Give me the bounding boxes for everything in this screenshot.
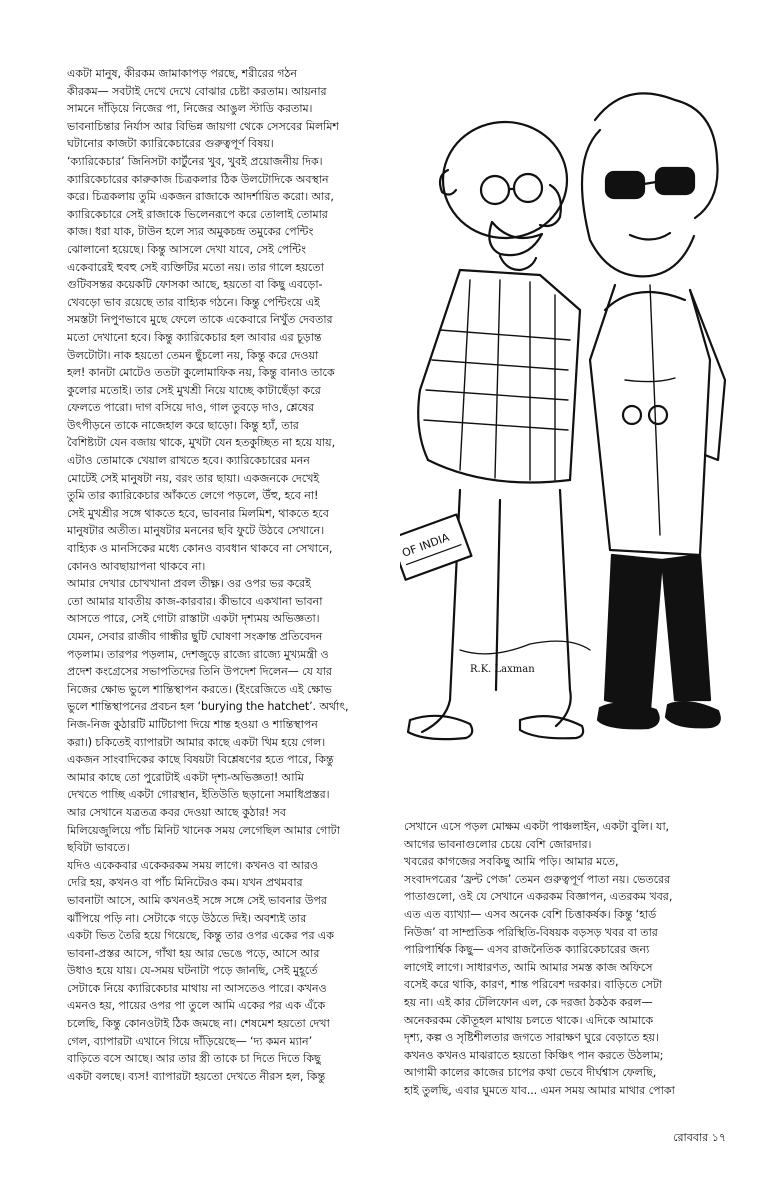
text-line: যদিও একেকবার একেকরকম সময় লাগে। কখনও বা আরও — [67, 858, 319, 872]
text-line: লাগেই লাগে। সাধারণত, আমি আমার সমস্ত কাজ অফিসে — [404, 960, 653, 974]
text-line: পাতাগুলো, ওই যে সেখানে একরকম বিজ্ঞাপন, এতরকম খবর, — [404, 890, 673, 904]
text-line: করে। চিত্রকলায় তুমি একজন রাজাকে আদর্শায়িত করো। আর, — [67, 190, 334, 204]
text-line: যেমন, সেবার রাজীব গান্ধীর ছুটি ঘোষণা সংক্রান্ত প্রতিবেদন — [67, 630, 323, 643]
text-line: সেই মুখশ্রীর সঙ্গে থাকতে হবে, ভাবনার মিলমিশ, থাকতে হবে — [67, 506, 329, 520]
dhoti-right — [556, 490, 571, 726]
text-line: করা।) চকিতেই ব্যাপারটা আমার কাছে একটা থিম হয়ে গেল। — [67, 735, 326, 749]
shirt-pocket — [625, 378, 675, 382]
text-line: ছবিটা ভাবতে। — [67, 841, 130, 855]
text-line: এত এত ব্যাখ্যা— এসব অনেক বেশি চিত্তাকর্ষক। কিন্তু ‘হার্ড — [404, 907, 657, 921]
right-sandal — [520, 716, 583, 738]
text-line: এমনও হয়, পায়ের ওপর পা তুলে আমি একের পর এক এঁকে — [67, 999, 326, 1013]
text-line: কোনও আবছায়াপনা থাকবে না। — [67, 559, 206, 573]
text-line: ক্যারিকেচারের কারুকাজ চিত্রকলার ঠিক উলটোদিকে অবস্থান — [67, 172, 329, 186]
text-line: সমস্তটা নিপুণভাবে মুছে ফেলে তাকে একেবারে নিখুঁত দেবতার — [67, 313, 333, 327]
mouth — [630, 233, 670, 240]
spectacles-right — [649, 406, 667, 424]
text-line: দৃশ্য, কল্প ও সৃষ্টিশীলতার জগতে সারাক্ষণ ঘুরে বেড়াতে হয়। — [404, 1031, 659, 1045]
left-shoe — [598, 703, 659, 728]
text-line: সেটাকে নিয়ে ক্যারিকেচার মাথায় না আসতেও পারে। কখনও — [67, 981, 327, 995]
text-line: ভাবনাচিন্তার নির্যাস আর বিভিন্ন জায়গা থেকে সেসবের মিলমিশ — [67, 119, 339, 133]
text-line: বসেই করে থাকি, কারণ, শান্ত পরিবেশ দরকার। বাড়িতে সেটা — [404, 978, 663, 992]
text-line: বাড়িতে বসে আছে। আর তার স্ত্রী তাকে চা দিতে দিতে কিছু — [67, 1052, 321, 1066]
text-line: পড়লাম। তারপর পড়লাম, দেশজুড়ে রাজ্যে রাজ্যে মুখ্যমন্ত্রী ও — [67, 647, 329, 661]
glasses-left-lens — [481, 176, 509, 204]
shawl-right-edge — [460, 270, 580, 480]
text-line: মানুষটার অতীত। মানুষটার মননের ছবি ফুটে উঠবে সেখানে। — [67, 524, 325, 538]
text-line: ঝোলানো হয়েছে। কিন্তু আসলে দেখা যাবে, সেই পেন্টিং — [67, 242, 306, 256]
text-line: কীরকম— সবটাই দেখে দেখে বোঝার চেষ্টা করতাম। আয়নার — [67, 84, 327, 98]
text-line: ঝাঁপিয়ে পড়ি না। সেটাকে গড়ে উঠতে দিই। অবশ্যই তার — [67, 911, 307, 925]
text-line: উধাও হয়ে যায়। যে-সময় ঘটনাটা পড়ে জানছি, সেই মুহূর্তে — [67, 964, 318, 978]
text-line: নিজ-নিজ কুঠারটি মাটিচাপা দিয়ে শান্ত হওয়া ও শান্তিস্থাপন — [67, 717, 318, 731]
trousers-left — [605, 555, 662, 710]
text-line: আগের ভাবনাগুলোর চেয়ে বেশি জোরদার। — [404, 837, 592, 851]
dark-glasses-right — [656, 168, 694, 194]
text-line: ‘ক্যারিকেচার’ জিনিসটা কার্টুনের খুব, খুবই প্রয়োজনীয় দিক। — [67, 154, 323, 168]
text-line: দেখতে পাচ্ছি একটা গোরস্থান, ইতিউতি ছড়ানো সমাধিপ্রস্তর। — [67, 788, 330, 802]
text-line: তো আমার যাবতীয় কাজ-কারবার। কীভাবে একখানা ভাবনা — [67, 594, 323, 608]
text-line: প্রদেশ কংগ্রেসের সভাপতিদের তিনি উপদেশ দিলেন— যে যার — [67, 665, 332, 679]
caricature-illustration — [400, 60, 730, 800]
text-line: এটাও তোমাকে খেয়াল রাখতে হবে। ক্যারিকেচারের মনন — [67, 454, 310, 468]
right-shoe — [666, 702, 720, 727]
text-line: উৎপীড়নে তাকে নাজেহাল করে ছাড়ো। কিন্তু হ্যাঁ, তার — [67, 418, 299, 432]
text-line: চলেছি, কিন্তু কোনওটাই ঠিক জমছে না। শেষমেশ হয়তো দেখা — [67, 1017, 330, 1031]
shawl-hem — [428, 460, 570, 483]
text-line: বৈশিষ্ট্যটা যেন বজায় থাকে, মুখটা যেন হতকুচ্ছিত না হয়ে যায়, — [67, 436, 335, 450]
text-line: একটা ভিত তৈরি হয়ে গিয়েছে, কিন্তু তার ওপর একের পর এক — [67, 929, 334, 943]
bushy-hair — [595, 93, 718, 218]
text-line: ক্যারিকেচারে সেই রাজাকে ভিলেনরূপে করে তোলাই তোমার — [67, 207, 328, 221]
arm-around-shoulder — [605, 292, 685, 310]
text-line: মতো দেখানো হবে। কিন্তু ক্যারিকেচার হল আবার এর চূড়ান্ত — [67, 330, 322, 344]
text-line: নিউজ’ বা সাম্প্রতিক পরিস্থিতি-বিষয়ক বড়সড় খবর বা তার — [404, 925, 658, 939]
text-line: কখনও কখনও মাঝরাতে হয়তো কিঞ্চিৎ পান করতে উঠলাম; — [404, 1048, 664, 1062]
text-line: খবরের কাগজের সবকিছু আমি পড়ি। আমার মতে, — [404, 855, 619, 869]
glasses-right-lens — [514, 174, 542, 202]
text-line: সংবাদপত্রের ‘ফ্রন্ট পেজ’ তেমন গুরুত্বপূর্ণ পাতা নয়। ভেতরের — [404, 872, 671, 886]
text-line: একটা মানুষ, কীরকম জামাকাপড় পরছে, শরীরের গঠন — [67, 67, 297, 80]
newspaper — [400, 514, 471, 579]
newspaper-masthead: OF INDIA — [400, 530, 452, 560]
text-line: খেবড়ো ভাব রয়েছে তার বাহ্যিক গঠনে। কিন্তু পেন্টিংয়ে এই — [67, 295, 320, 309]
text-line: ভাবনা-প্রস্তর আসে, গাঁথা হয় আর ভেঙে পড়ে, আসে আর — [67, 946, 320, 960]
text-line: নিজের ক্ষোভ ভুলে শান্তিস্থাপন করতে। (ইংরেজিতে এই ক্ষোভ — [67, 682, 332, 696]
text-line: একজন সাংবাদিকের কাছে বিষয়টা বিশ্লেষণের হতে পারে, কিন্তু — [67, 753, 334, 767]
signature-scribble — [460, 641, 590, 654]
text-line: আমার কাছে তো পুরোটাই একটা দৃশ্য-অভিজ্ঞতা! আমি — [67, 770, 304, 784]
text-line: গেল, ব্যাপারটা এখানে গিয়ে দাঁড়িয়েছে— ‘দ্য কমন ম্যান’ — [67, 1034, 312, 1048]
spectacles-left — [623, 406, 641, 424]
text-line: মোটেই সেই মানুষটা নয়, বরং তার ছায়া। একজনকে দেখেই — [67, 471, 320, 485]
text-line: ভাবনাটা আসে, আমি কখনওই সঙ্গে সঙ্গে সেই ভাবনার উপর — [67, 893, 327, 907]
article-right-column — [404, 818, 726, 1100]
text-line: সেখানে এসে পড়ল মোক্ষম একটা পাঞ্চলাইন, একটা বুলি। যা, — [404, 820, 669, 833]
text-line: বাহ্যিক ও মানসিকের মধ্যে কোনও ব্যবধান থাকবে না সেখানে, — [67, 542, 333, 556]
text-line: একেবারেই হুবহু সেই ব্যক্তিটির মতো নয়। তার গালে হয়তো — [67, 260, 324, 274]
text-line: অনেকরকম কৌতূহল মাথায় চলতে থাকে। এদিকে আমাকে — [404, 1013, 654, 1027]
face-outline — [582, 130, 694, 276]
text-line: ঘটানোর কাজটা ক্যারিকেচারের গুরুত্বপূর্ণ বিষয়। — [67, 137, 274, 151]
text-line: একটা বলছে। ব্যস! ব্যাপারটা হয়তো দেখতে নীরস হল, কিন্তু — [67, 1069, 326, 1083]
text-line: হল! কানটা মোটেও ততটা কুলোমাফিক নয়, কিন্তু বানাও তাকে — [67, 366, 335, 380]
text-line: দেরি হয়, কখনও বা পাঁচ মিনিটেরও কম। যখন প্রথমবার — [67, 876, 303, 890]
article-left-column — [67, 65, 402, 1085]
dark-glasses-left — [606, 172, 644, 198]
text-line: সামনে দাঁড়িয়ে নিজের পা, নিজের আঙুল স্টাডি করতাম। — [67, 102, 313, 116]
shawl-left-edge — [418, 270, 460, 460]
text-line: আর সেখানে যত্রতত্র কবর দেওয়া আছে কুঠার! সব — [67, 805, 286, 819]
text-line: হয় না। এই কার টেলিফোন এল, কে দরজা ঠকঠক করল— — [404, 995, 653, 1009]
text-line: গুটিবসন্তর কয়েকটি ফোসকা আছে, হয়তো বা কিছু এবড়ো- — [67, 278, 323, 292]
artist-signature: R.K. Laxman — [470, 664, 535, 675]
common-man-figure — [400, 122, 583, 739]
text-line: ফেলতে পারো। দাগ বসিয়ে দাও, গাল তুবড়ে দাও, শ্লেষের — [67, 401, 315, 415]
text-line: ভুলে শান্তিস্থাপনের প্রবচন হল ‘burying the hatchet’. অর্থাৎ, — [67, 700, 349, 714]
text-line: কুলোর মতোই। তার সেই মুখশ্রী নিয়ে যাচ্ছে কাটাছেঁড়া করে — [67, 383, 321, 397]
text-line: আসতে পারে, সেই গোটা রাস্তাটা একটা দৃশ্যময় অভিজ্ঞতা। — [67, 612, 320, 626]
page-folio: রোববার ১৭ — [673, 1131, 726, 1144]
text-line: তুমি তার ক্যারিকেচার আঁকতে লেগে পড়লে, উঁহু, হবে না! — [67, 489, 319, 503]
trousers-right — [662, 555, 710, 700]
text-line: পারিপার্শ্বিক কিছু— এসব রাজনৈতিক ক্যারিকেচারের জন্য — [404, 943, 650, 957]
self-portrait-figure — [582, 93, 725, 728]
text-line: উলটোটা। নাক হয়তো তেমন ছুঁচলো নয়, কিন্তু করে দেওয়া — [67, 348, 319, 362]
text-line: কাজ। ধরা যাক, টাউন হলে স্যর অমুকচন্দ্র তমুকের পেন্টিং — [67, 225, 314, 239]
text-line: মিলিয়েজুলিয়ে পাঁচ মিনিট খানেক সময় লেগেছিল আমার গোটা — [67, 823, 340, 837]
text-line: আমার দেখার চোখখানা প্রবল তীক্ষ্ণ। ওর ওপর ভর করেই — [67, 577, 311, 591]
text-line: আগামী কালের কাজের চাপের কথা ভেবে দীর্ঘশ্বাস ফেলছি, — [404, 1066, 657, 1080]
text-line: হাই তুলছি, এবার ঘুমতে যাব... এমন সময় আমার মাথার পোকা — [404, 1083, 675, 1097]
right-arm — [690, 290, 725, 460]
